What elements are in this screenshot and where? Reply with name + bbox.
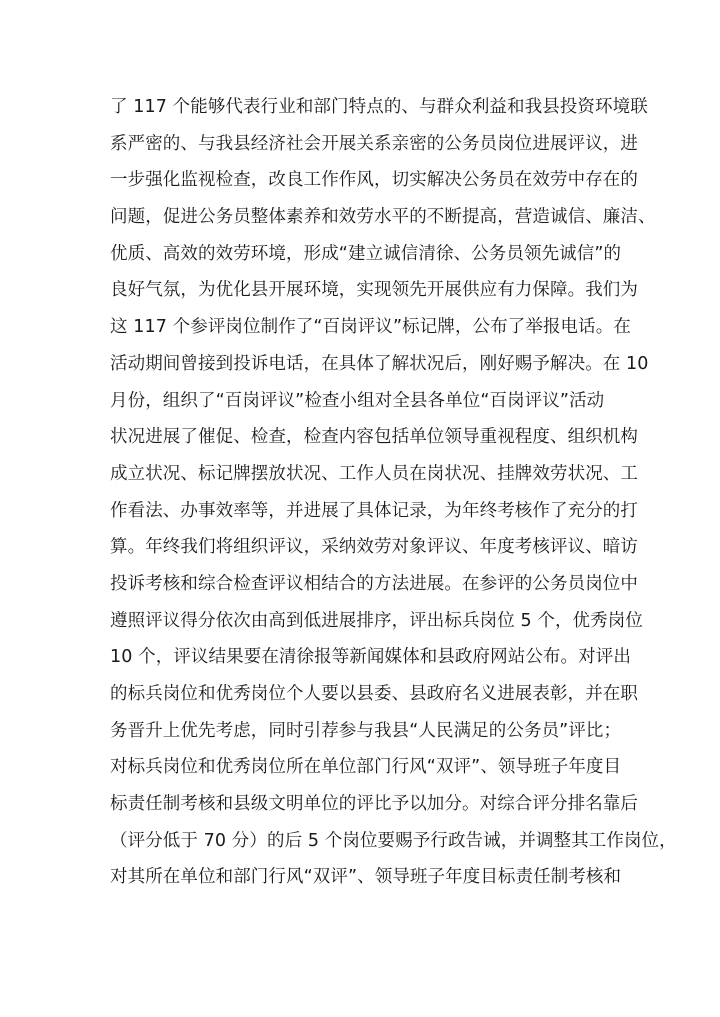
text-line: 一步强化监视检查，改良工作作风，切实解决公务员在效劳中存在的 xyxy=(110,170,638,191)
text-line: 遵照评议得分依次由高到低进展排序，评出标兵岗位 5 个，优秀岗位 xyxy=(110,610,643,631)
text-line: 标责任制考核和县级文明单位的评比予以加分。对综合评分排名靠后 xyxy=(110,794,638,815)
body-text xyxy=(110,89,677,896)
text-line: 月份，组织了“百岗评议”检查小组对全县各单位“百岗评议”活动 xyxy=(110,390,605,411)
text-line: 对标兵岗位和优秀岗位所在单位部门行风“双评”、领导班子年度目 xyxy=(110,757,622,778)
text-line: 对其所在单位和部门行风“双评”、领导班子年度目标责任制考核和 xyxy=(110,867,622,888)
text-line: 系严密的、与我县经济社会开展关系亲密的公务员岗位进展评议，进 xyxy=(110,133,638,154)
text-line: 优质、高效的效劳环境，形成“建立诚信清徐、公务员领先诚信”的 xyxy=(110,243,622,264)
text-line: 活动期间曾接到投诉电话，在具体了解状况后，刚好赐予解决。在 10 xyxy=(110,353,649,374)
text-line: 作看法、办事效率等，并进展了具体记录，为年终考核作了充分的打 xyxy=(110,500,638,521)
text-line: 良好气氛，为优化县开展环境，实现领先开展供应有力保障。我们为 xyxy=(110,280,638,301)
text-line: 了 117 个能够代表行业和部门特点的、与群众利益和我县投资环境联 xyxy=(110,97,648,117)
text-line: 务晋升上优先考虑，同时引荐参与我县“人民满足的公务员”评比； xyxy=(110,720,622,741)
text-line: 状况进展了催促、检查，检查内容包括单位领导重视程度、组织机构 xyxy=(110,427,638,448)
text-line: （评分低于 70 分）的后 5 个岗位要赐予行政告诫，并调整其工作岗位， xyxy=(110,830,677,851)
text-line: 问题，促进公务员整体素养和效劳水平的不断提高，营造诚信、廉洁、 xyxy=(110,207,656,228)
text-line: 投诉考核和综合检查评议相结合的方法进展。在参评的公务员岗位中 xyxy=(110,573,638,594)
text-line: 成立状况、标记牌摆放状况、工作人员在岗状况、挂牌效劳状况、工 xyxy=(110,463,638,484)
text-line: 算。年终我们将组织评议，采纳效劳对象评议、年度考核评议、暗访 xyxy=(110,537,638,558)
text-line: 的标兵岗位和优秀岗位个人要以县委、县政府名义进展表彰，并在职 xyxy=(110,684,638,704)
text-line: 这 117 个参评岗位制作了“百岗评议”标记牌，公布了举报电话。在 xyxy=(110,317,631,338)
text-line: 10 个，评议结果要在清徐报等新闻媒体和县政府网站公布。对评出 xyxy=(110,647,631,668)
